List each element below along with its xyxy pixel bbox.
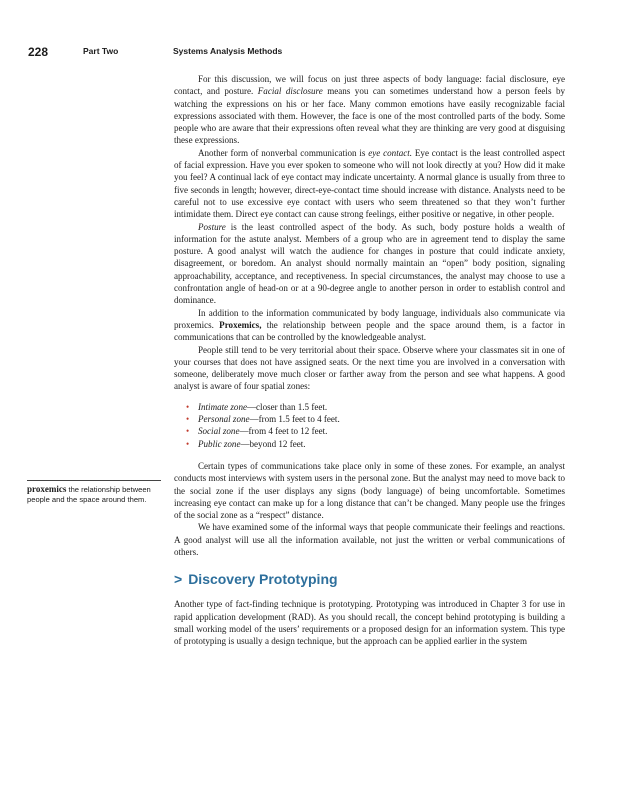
list-item bbox=[186, 438, 565, 450]
term-eye-contact: eye contact. bbox=[368, 147, 413, 158]
term-proxemics: Proxemics, bbox=[219, 319, 262, 330]
sidenote-definition: the relationship between people and the space around them. bbox=[27, 485, 151, 504]
list-item bbox=[186, 401, 565, 413]
section-heading bbox=[174, 570, 565, 588]
section-title: Discovery Prototyping bbox=[188, 571, 338, 588]
p2-rest: Eye contact is the least controlled aspect of facial expression. Have you ever spoken to someone who will not look directly at you? How did it make you feel? A continual lack of eye contact may indicate uncertainty. A normal glance is usually from three to five seconds in length; however, direct-eye-contact time should increase with distance. Analysts need to be careful not to use excessive eye contact with users who seem threatened so that they won’t further intimidate them. Direct eye contact can cause strong feelings, either positive or negative, in other people. bbox=[174, 147, 566, 220]
bullet-icon: • bbox=[186, 401, 190, 412]
zone-name: Public zone bbox=[198, 438, 241, 449]
zone-desc: —from 1.5 feet to 4 feet. bbox=[249, 414, 340, 425]
p1-rest: means you can sometimes understand how a person feels by watching the expressions on his or her face. Many common emotions have easily recognizable facial expressions associated with them. However, the face is one of the most controlled parts of the body. Some people who are aware that their expressions often reveal what they are thinking are very good at disguising these expressions. bbox=[174, 86, 565, 146]
p4-text: In addition to the information communicated by body language, individuals also communicate via proxemics. bbox=[174, 307, 565, 330]
bullet-icon: • bbox=[186, 438, 190, 449]
zone-name: Personal zone bbox=[198, 414, 250, 425]
page-number: 228 bbox=[28, 45, 49, 59]
bullet-icon: • bbox=[186, 426, 190, 437]
paragraph-zone-communications: Certain types of communications take place only in some of these zones. For example, an analyst conducts most interviews with system users in the personal zone. But the analyst may need to move back to the social zone if the user displays any signs (body language) of being uncomfortable. Sometimes increasing eye contact can make up for a long distance that can’t be changed. Many people use the fringes of the social zone as a “respect” distance. bbox=[174, 460, 565, 521]
p3-rest: is the least controlled aspect of the body. As such, body posture holds a wealth of information for the astute analyst. Members of a group who are in agreement tend to display the same posture. A good analyst will watch the audience for changes in posture that could indicate anxiety, disagreement, or boredom. An analyst should normally maintain an “open” body position, signaling approachability, acceptance, and receptiveness. In special circumstances, the analyst may choose to use a confrontation angle of head-on or at a 90-degree angle to another person in order to establish control and dominance. bbox=[174, 221, 565, 306]
chapter-title: Systems Analysis Methods bbox=[173, 46, 283, 56]
list-item bbox=[186, 425, 565, 437]
sidenote-term: proxemics bbox=[27, 484, 67, 494]
zone-name: Intimate zone bbox=[198, 401, 247, 412]
paragraph-posture bbox=[174, 221, 565, 307]
section-arrow-icon: > bbox=[174, 571, 183, 588]
paragraph-informal-ways: We have examined some of the informal ways that people communicate their feelings and reactions. A good analyst will use all the information available, not just the written or verbal communications of others. bbox=[174, 522, 565, 557]
paragraph-proxemics bbox=[174, 307, 565, 344]
p1-text: For this discussion, we will focus on just three aspects of body language: facial disclosure, eye contact, and posture. bbox=[174, 74, 565, 97]
body-text bbox=[174, 73, 565, 647]
paragraph-prototyping: Another type of fact-finding technique is prototyping. Prototyping was introduced in Chapter 3 for use in rapid application development (RAD). As you should recall, the concept behind prototyping is building a small working model of the users’ requirements or a proposed design for an information system. This type of prototyping is usually a design technique, but the approach can be applied earlier in the system bbox=[174, 599, 565, 647]
paragraph-facial-disclosure bbox=[174, 73, 565, 147]
p2-text: Another form of nonverbal communication is bbox=[198, 147, 366, 158]
list-item bbox=[186, 413, 565, 425]
page-header bbox=[28, 45, 588, 61]
zone-desc: —closer than 1.5 feet. bbox=[247, 401, 328, 412]
term-posture: Posture bbox=[198, 221, 226, 232]
zone-desc: —from 4 feet to 12 feet. bbox=[239, 426, 328, 437]
paragraph-eye-contact bbox=[174, 147, 565, 221]
sidenote-rule bbox=[27, 480, 161, 481]
part-label: Part Two bbox=[83, 46, 119, 56]
spatial-zones-list bbox=[186, 401, 565, 450]
paragraph-spatial-zones-intro: People still tend to be very territorial about their space. Observe where your classmates sit in one of your courses that does not have assigned seats. Or the next time you are involved in a conversation with someone, deliberately move much closer or farther away from the person and see what happens. A good analyst is aware of four spatial zones: bbox=[174, 344, 565, 392]
p4-rest: the relationship between people and the space around them, is a factor in communications that can be controlled by the knowledgeable analyst. bbox=[174, 319, 566, 343]
zone-name: Social zone bbox=[198, 426, 240, 437]
bullet-icon: • bbox=[186, 414, 190, 425]
term-facial-disclosure: Facial disclosure bbox=[257, 86, 323, 97]
sidenote bbox=[27, 484, 162, 505]
zone-desc: —beyond 12 feet. bbox=[240, 438, 306, 449]
